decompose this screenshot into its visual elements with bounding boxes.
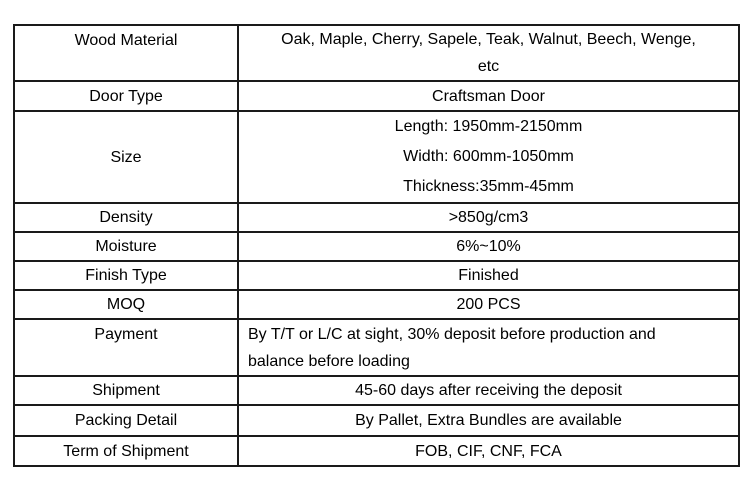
spec-value-line: balance before loading <box>248 353 410 370</box>
table-row-payment <box>14 319 739 376</box>
product-spec-table <box>13 24 740 467</box>
spec-label-term-of-shipment: Term of Shipment <box>14 436 238 466</box>
table-row-finish-type <box>14 261 739 290</box>
spec-value-term-of-shipment <box>238 436 739 466</box>
spec-value-finish-type <box>238 261 739 290</box>
spec-value-moq <box>238 290 739 319</box>
spec-value-line: >850g/cm3 <box>448 209 529 226</box>
table-row-density <box>14 203 739 232</box>
spec-label-packing-detail: Packing Detail <box>14 405 238 436</box>
spec-value-line: Width: 600mm-1050mm <box>403 148 574 165</box>
spec-label-moisture: Moisture <box>14 232 238 261</box>
spec-value-line: 200 PCS <box>456 296 521 313</box>
spec-value-line: Craftsman Door <box>432 87 545 105</box>
spec-value-payment <box>238 319 739 376</box>
spec-label-size: Size <box>14 111 238 203</box>
spec-value-density <box>238 203 739 232</box>
table-row-moisture <box>14 232 739 261</box>
spec-value-line: FOB, CIF, CNF, FCA <box>415 442 562 460</box>
spec-value-size <box>238 111 739 203</box>
spec-label-finish-type: Finish Type <box>14 261 238 290</box>
spec-value-packing-detail <box>238 405 739 436</box>
spec-value-line: By Pallet, Extra Bundles are available <box>355 412 622 429</box>
table-row-wood-material <box>14 25 739 81</box>
spec-label-door-type: Door Type <box>14 81 238 111</box>
spec-value-line: 45-60 days after receiving the deposit <box>355 382 622 399</box>
spec-value-door-type <box>238 81 739 111</box>
table-row-packing-detail <box>14 405 739 436</box>
spec-label-density: Density <box>14 203 238 232</box>
spec-value-line: Length: 1950mm-2150mm <box>394 118 583 135</box>
spec-value-line: By T/T or L/C at sight, 30% deposit before production and <box>248 326 656 343</box>
table-row-door-type <box>14 81 739 111</box>
spec-value-moisture <box>238 232 739 261</box>
spec-value-line: Thickness:35mm-45mm <box>403 178 574 195</box>
table-row-term-of-shipment <box>14 436 739 466</box>
table-row-moq <box>14 290 739 319</box>
spec-value-line: Finished <box>458 267 519 284</box>
spec-value-shipment <box>238 376 739 405</box>
spec-label-payment: Payment <box>14 319 238 376</box>
spec-value-line: 6%~10% <box>456 238 521 255</box>
spec-value-wood-material <box>238 25 739 81</box>
spec-value-line: Oak, Maple, Cherry, Sapele, Teak, Walnut, Beech, Wenge, <box>281 31 696 48</box>
table-row-size <box>14 111 739 203</box>
spec-value-line: etc <box>477 58 500 75</box>
table-row-shipment <box>14 376 739 405</box>
spec-label-moq: MOQ <box>14 290 238 319</box>
spec-label-wood-material: Wood Material <box>14 25 238 81</box>
spec-label-shipment: Shipment <box>14 376 238 405</box>
